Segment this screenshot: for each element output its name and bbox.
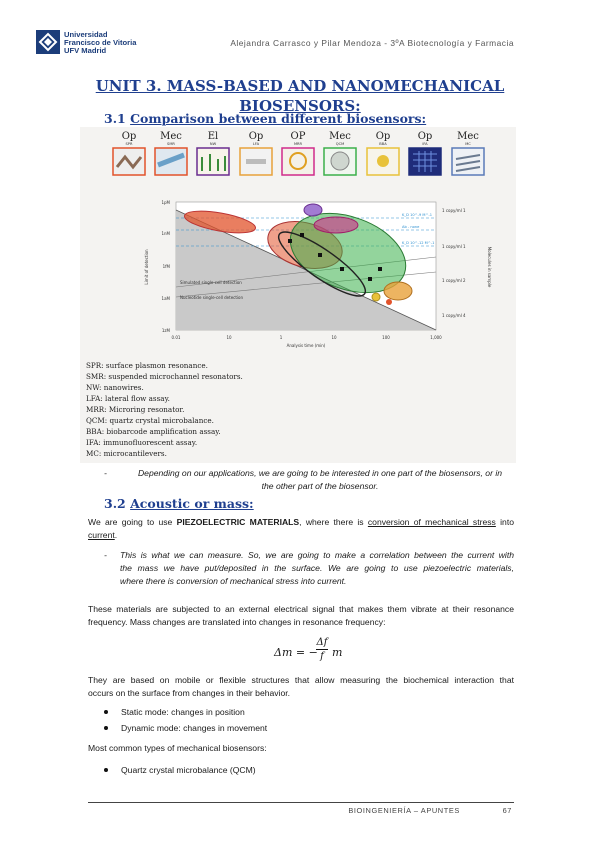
ufv-logo-icon: [36, 30, 60, 54]
text-run: , where there is: [299, 517, 368, 527]
method-sub: IFA: [422, 142, 428, 146]
formula-denominator: f: [320, 651, 324, 662]
title-line-1: UNIT 3. MASS-BASED AND NANOMECHANICAL: [95, 77, 505, 95]
method-code: OP: [290, 131, 306, 142]
para-line: These materials are subjected to an external electrical signal that makes them vibrate at their resonance: [88, 604, 514, 614]
para-line: frequency. Mass changes are translated into changes in resonance frequency:: [88, 617, 386, 627]
legend-item: SMR: suspended microchannel resonators.: [86, 372, 243, 381]
piezo-paragraph: [88, 516, 514, 542]
legend-item: MC: microcantilevers.: [86, 449, 167, 458]
para-line: They are based on mobile or flexible structures that allow measuring the biochemical interaction that: [88, 675, 514, 685]
diag-label: Nucleotide single-cell detection: [180, 295, 244, 300]
footer-label: BIOINGENIERÍA – APUNTES: [348, 806, 460, 815]
section-number: 3.1: [104, 111, 126, 126]
x-tick: 0.01: [171, 335, 181, 340]
note-line: This is what we can measure. So, we are going to make a correlation between the current with: [120, 550, 514, 560]
method-code: Op: [417, 131, 433, 142]
diag-label: Simulated single-cell detection: [180, 280, 242, 285]
section-heading-3-2: [104, 496, 254, 511]
method-code: Mec: [329, 131, 351, 142]
y-tick: 1aM: [161, 296, 170, 301]
piezo-term: PIEZOELECTRIC MATERIALS: [176, 517, 300, 527]
method-sub: SPR: [125, 142, 133, 146]
y-tick: 1zM: [161, 328, 170, 333]
note-line: where there is conversion of mechanical stress into current.: [120, 576, 347, 586]
x-tick: 10: [226, 335, 232, 340]
list-item-text: Dynamic mode: changes in movement: [121, 723, 268, 733]
bba-point: [372, 293, 380, 301]
types-list: [104, 764, 504, 780]
logo-line-3: UFV Madrid: [64, 46, 107, 56]
method-sub: MRR: [293, 142, 303, 146]
y-tick: 1fM: [162, 264, 170, 269]
logo-line-1: Universidad: [64, 30, 108, 39]
right-axis-label: Molecules in sample: [487, 246, 492, 288]
note-line: the mass we have put/deposited in the surface. We are going to use piezoelectric materials,: [120, 563, 514, 573]
list-item-text: Quartz crystal microbalance (QCM): [121, 765, 256, 775]
legend-item: QCM: quartz crystal microbalance.: [86, 416, 214, 425]
list-item: [104, 706, 504, 722]
section-title: Comparison between different biosensors:: [130, 111, 427, 126]
method-thumbnails: [113, 148, 484, 175]
x-tick: 100: [382, 335, 390, 340]
method-code: Op: [248, 131, 264, 142]
legend-item: LFA: lateral flow assay.: [86, 394, 170, 403]
y-tick: 1pM: [161, 200, 170, 205]
method-code: El: [207, 131, 219, 142]
x-axis-label: Analysis time (min): [286, 343, 326, 348]
structures-paragraph: [88, 674, 514, 700]
kd-label: K_D 10^-12 M^-1: [402, 241, 435, 245]
page-number: 67: [502, 806, 512, 815]
bullet-icon: [104, 726, 108, 730]
method-sub: BBA: [379, 142, 387, 146]
method-sub: SMR: [167, 142, 175, 146]
text-run: into: [495, 517, 514, 527]
section-heading-3-1: [104, 111, 426, 126]
formula-rhs: m: [332, 646, 343, 659]
method-sub: LFA: [252, 142, 260, 146]
right-tick: 1 copy/ml 1: [442, 244, 466, 249]
method-code: Op: [121, 131, 137, 142]
nw-region: [304, 204, 322, 216]
list-item: [104, 722, 504, 738]
right-tick: 1 copy/ml 1: [442, 208, 466, 213]
dash-marker: -: [104, 550, 107, 560]
para-line: occurs on the surface from changes in their behavior.: [88, 688, 291, 698]
y-tick: 1nM: [161, 231, 170, 236]
bullet-icon: [104, 768, 108, 772]
list-item-text: Static mode: changes in position: [121, 707, 245, 717]
kd-label: Ab - none: [402, 225, 420, 229]
kd-label: K_D 10^-9 M^-1: [402, 213, 433, 217]
mrr-region: [314, 217, 358, 233]
x-tick: 1,000: [430, 335, 442, 340]
legend-item: SPR: surface plasmon resonance.: [86, 361, 208, 370]
y-axis-label: Limit of detection: [144, 249, 149, 285]
method-code: Mec: [457, 131, 479, 142]
x-tick: 1: [279, 335, 283, 340]
types-heading: Most common types of mechanical biosensors:: [88, 743, 267, 753]
note-line: the other part of the biosensor.: [261, 481, 379, 491]
method-sub: MC: [465, 142, 471, 146]
legend-item: IFA: immunofluorescent assay.: [86, 438, 198, 447]
right-tick: 1 copy/ml 2: [442, 278, 466, 283]
formula-lhs: Δm = −: [274, 646, 318, 659]
note-applications: [104, 467, 518, 493]
sauerbrey-formula: [270, 637, 350, 667]
dash-marker: -: [104, 468, 107, 478]
biosensor-comparison-figure: [80, 127, 516, 463]
authors-header: Alejandra Carrasco y Pilar Mendoza - 3ºA Biotecnología y Farmacia: [230, 38, 514, 48]
ifa-point: [386, 299, 392, 305]
right-tick: 1 copy/ml 4: [442, 313, 466, 318]
section-number: 3.2: [104, 496, 126, 511]
lfa-region: [384, 282, 412, 300]
method-sub: NW: [209, 142, 217, 146]
conversion-term: conversion of mechanical stress: [367, 517, 496, 527]
list-item: [104, 764, 504, 780]
method-code: Mec: [160, 131, 182, 142]
section-title: Acoustic or mass:: [130, 496, 254, 511]
text-run: .: [114, 530, 118, 540]
method-sub: QCM: [335, 142, 345, 146]
page-footer: [348, 806, 512, 815]
x-tick: 10: [331, 335, 337, 340]
note-line: Depending on our applications, we are going to be interested in one part of the biosensors, or in: [137, 468, 503, 478]
text-run: We are going to use: [88, 517, 177, 527]
logo-line-2: Francisco de Vitoria: [64, 38, 137, 48]
note-measure: [88, 549, 514, 588]
legend-item: BBA: biobarcode amplification assay.: [86, 427, 221, 436]
modes-list: [104, 706, 504, 738]
formula-numerator: Δf: [316, 637, 328, 648]
bullet-icon: [104, 710, 108, 714]
current-term: current: [88, 530, 115, 540]
footer-divider: [88, 802, 514, 803]
page-title: [0, 76, 600, 116]
legend-item: NW: nanowires.: [86, 383, 144, 392]
university-logo: [36, 30, 146, 56]
title-line-2: BIOSENSORS:: [239, 97, 361, 115]
legend-item: MRR: Microring resonator.: [86, 405, 185, 414]
method-code: Op: [375, 131, 391, 142]
resonance-paragraph: [88, 603, 514, 629]
